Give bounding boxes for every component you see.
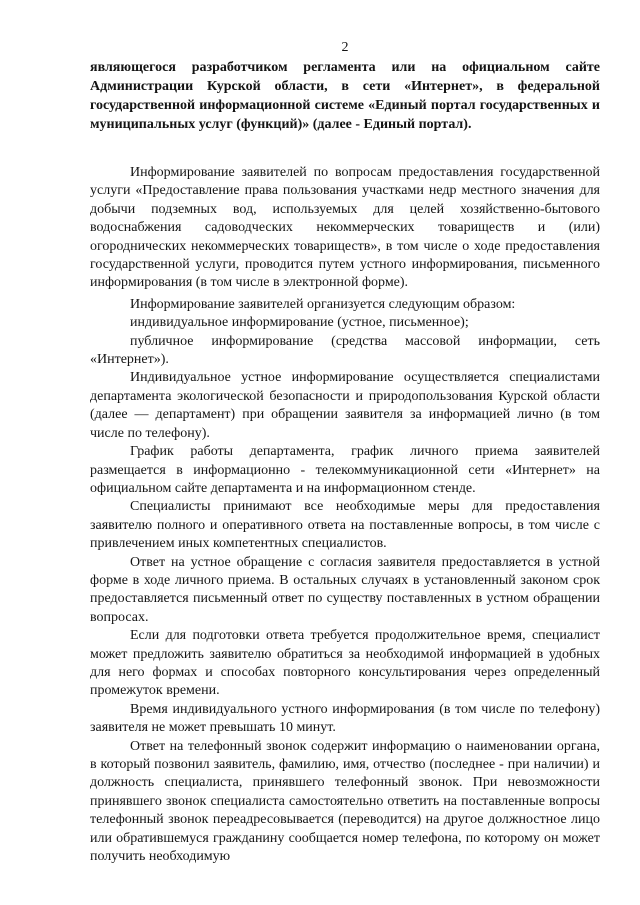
- paragraph: Если для подготовки ответа требуется продолжительное время, специалист может предложить заявителю обратиться за необходимой информацией в удобных для него формах и способах повторного консультирования через определенный промежуток времени.: [90, 628, 600, 699]
- paragraph: Ответ на устное обращение с согласия заявителя предоставляется в устной форме в ходе личного приема. В остальных случаях в установленный законом срок предоставляется письменный ответ по существу поставленных в устном обращении вопросах.: [90, 554, 600, 625]
- paragraph: Индивидуальное устное информирование осуществляется специалистами департамента экологической безопасности и природопользования Курской области (далее — департамент) при обращении заявителя за информацией лично (в том числе по телефону).: [90, 370, 600, 441]
- paragraph: График работы департамента, график личного приема заявителей размещается в информационно - телекоммуникационной сети «Интернет» на официальном сайте департамента и на информационном стенде.: [90, 444, 600, 496]
- paragraph: публичное информирование (средства массовой информации, сеть «Интернет»).: [90, 333, 600, 368]
- intro-paragraph: являющегося разработчиком регламента или на официальном сайте Администрации Курской области, в сети «Интернет», в федеральной государственной информационной системе «Единый портал государственных и муниципальных услуг (функций)» (далее - Единый портал).: [90, 60, 600, 132]
- page-number: 2: [341, 40, 349, 55]
- paragraph: Специалисты принимают все необходимые меры для предоставления заявителю полного и оперативного ответа на поставленные вопросы, в том числе с привлечением иных компетентных специалистов.: [90, 499, 600, 552]
- paragraph: индивидуальное информирование (устное, письменное);: [130, 315, 469, 331]
- paragraph: Информирование заявителей организуется следующим образом:: [130, 296, 516, 312]
- paragraph: Ответ на телефонный звонок содержит информацию о наименовании органа, в который позвонил заявитель, фамилию, имя, отчество (последнее - при наличии) и должность специалиста, принявшего телефонный звонок. При невозможности принявшего звонок специалиста самостоятельно ответить на поставленные вопросы телефонный звонок переадресовывается (переводится) на другое должностное лицо или обратившемуся гражданину сообщается номер телефона, по которому он может получить необходимую: [90, 738, 600, 865]
- paragraph: Информирование заявителей по вопросам предоставления государственной услуги «Предоставление права пользования участками недр местного значения для добычи подземных вод, используемых для целей хозяйственно-бытового водоснабжения садоводческих некоммерческих товариществ и (или) огороднических некоммерческих товариществ», в том числе о ходе предоставления государственной услуги, проводится путем устного информирования, письменного информирования (в том числе в электронной форме).: [90, 165, 600, 291]
- paragraph: Время индивидуального устного информирования (в том числе по телефону) заявителя не может превышать 10 минут.: [90, 701, 600, 736]
